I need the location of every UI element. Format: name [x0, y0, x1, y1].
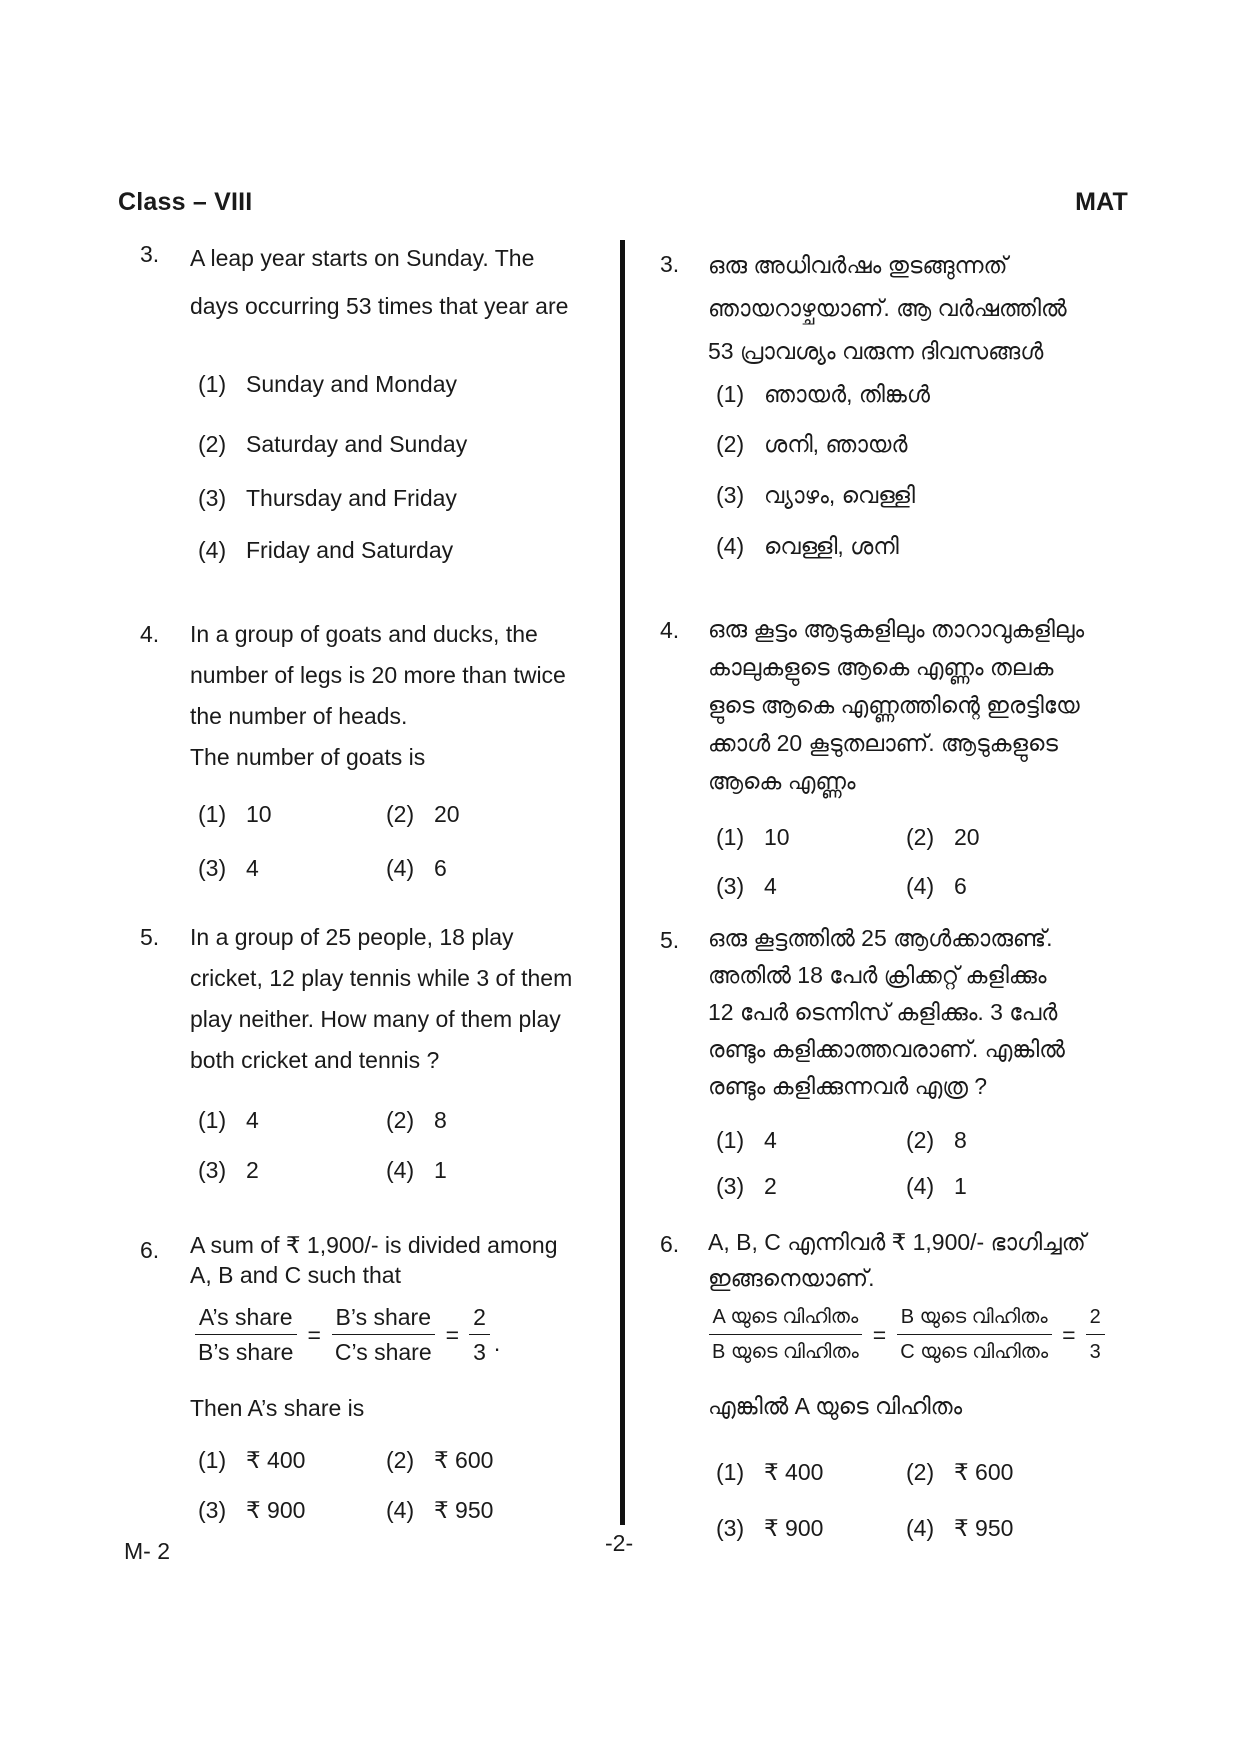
- question-line: A leap year starts on Sunday. The: [190, 245, 535, 271]
- question-line: A sum of ₹ 1,900/- is divided among: [190, 1232, 558, 1258]
- question-line: ആകെ എണ്ണം: [708, 768, 856, 794]
- option-4: (4) ₹ 950: [386, 1497, 494, 1523]
- question-text: [190, 1230, 590, 1290]
- option-2: (2) 20: [386, 801, 460, 827]
- option-4: (4) 6: [906, 873, 967, 899]
- question-line: ഒരു കൂട്ടത്തിൽ 25 ആൾക്കാരുണ്ട്.: [708, 925, 1053, 951]
- option-1: (1) ₹ 400: [198, 1447, 306, 1473]
- question-line: ഞായറാഴ്ചയാണ്. ആ വർഷത്തിൽ: [708, 295, 1067, 321]
- page-number: -2-: [605, 1530, 634, 1556]
- question-line: ഇങ്ങനെയാണ്.: [708, 1265, 875, 1291]
- option-2: (2) Saturday and Sunday: [198, 431, 468, 457]
- question-text: [708, 1224, 1125, 1296]
- question-number: 5.: [660, 927, 680, 953]
- question-line: A, B, C എന്നിവർ ₹ 1,900/- ഭാഗിച്ചത്: [708, 1229, 1086, 1255]
- question-line: കാലുകളുടെ ആകെ എണ്ണം തലക: [708, 654, 1054, 680]
- option-4: (4) ₹ 950: [906, 1515, 1014, 1541]
- question-line: both cricket and tennis ?: [190, 1047, 440, 1073]
- question-line: In a group of 25 people, 18 play: [190, 924, 514, 950]
- option-1: (1) ₹ 400: [716, 1459, 824, 1485]
- option-4: (4) വെള്ളി, ശനി: [716, 533, 899, 559]
- option-3: (3) Thursday and Friday: [198, 485, 457, 511]
- question-number: 6.: [660, 1231, 680, 1257]
- question-line: ക്കാൾ 20 കൂടുതലാണ്. ആടുകളുടെ: [708, 730, 1058, 756]
- question-line: ഒരു അധിവർഷം തുടങ്ങുന്നത്: [708, 252, 1008, 278]
- class-label: Class – VIII: [118, 188, 253, 216]
- question-text: [708, 610, 1125, 800]
- booklet-code: M- 2: [124, 1538, 170, 1564]
- option-4: (4) 6: [386, 855, 447, 881]
- question-text: [190, 614, 590, 778]
- option-3: (3) 2: [716, 1173, 777, 1199]
- option-3: (3) 4: [716, 873, 777, 899]
- question-text: [190, 234, 590, 330]
- option-2: (2) ₹ 600: [386, 1447, 494, 1473]
- option-2: (2) 8: [386, 1107, 447, 1133]
- question-followup: എങ്കിൽ A യുടെ വിഹിതം: [708, 1393, 963, 1419]
- option-1: (1) ഞായർ, തിങ്കൾ: [716, 381, 930, 407]
- option-1: (1) 4: [198, 1107, 259, 1133]
- question-line: ഒരു കൂട്ടം ആടുകളിലും താറാവുകളിലും: [708, 616, 1085, 642]
- question-text: [708, 244, 1125, 373]
- option-2: (2) 8: [906, 1127, 967, 1153]
- question-line: In a group of goats and ducks, the: [190, 621, 538, 647]
- question-number: 4.: [140, 621, 160, 647]
- question-number: 3.: [140, 241, 160, 267]
- question-line: 53 പ്രാവശ്യം വരുന്ന ദിവസങ്ങൾ: [708, 338, 1044, 364]
- question-line: days occurring 53 times that year are: [190, 293, 569, 319]
- question-line: ളുടെ ആകെ എണ്ണത്തിന്റെ ഇരട്ടിയേ: [708, 692, 1080, 718]
- question-line: cricket, 12 play tennis while 3 of them: [190, 965, 573, 991]
- question-number: 3.: [660, 251, 680, 277]
- question-number: 5.: [140, 924, 160, 950]
- option-3: (3) ₹ 900: [198, 1497, 306, 1523]
- option-1: (1) 10: [716, 824, 790, 850]
- option-2: (2) 20: [906, 824, 980, 850]
- question-line: രണ്ടും കളിക്കുന്നവർ എത്ര ?: [708, 1073, 988, 1099]
- subject-label: MAT: [1075, 188, 1128, 216]
- question-number: 6.: [140, 1237, 160, 1263]
- option-2: (2) ശനി, ഞായർ: [716, 431, 908, 457]
- option-4: (4) 1: [906, 1173, 967, 1199]
- question-number: 4.: [660, 617, 680, 643]
- option-4: (4) Friday and Saturday: [198, 537, 454, 563]
- question-line: A, B and C such that: [190, 1262, 401, 1288]
- question-line: 12 പേർ ടെന്നിസ് കളിക്കും. 3 പേർ: [708, 999, 1058, 1025]
- option-4: (4) 1: [386, 1157, 447, 1183]
- question-line: രണ്ടും കളിക്കാത്തവരാണ്. എങ്കിൽ: [708, 1036, 1065, 1062]
- option-1: (1) Sunday and Monday: [198, 371, 457, 397]
- share-ratio-fraction: $\frac{\text{A യുടെ വിഹിതം}}{\text{B യുടെ വിഹിതം}}$ = $\frac{\text{B യുടെ വിഹിതം}}{\text{C യുടെ വിഹിതം}}$ = $\frac{2}{3}$: [704, 1300, 1109, 1369]
- option-3: (3) വ്യാഴം, വെള്ളി: [716, 482, 915, 508]
- option-3: (3) ₹ 900: [716, 1515, 824, 1541]
- question-text: [708, 920, 1125, 1105]
- option-1: (1) 10: [198, 801, 272, 827]
- question-line: അതിൽ 18 പേർ ക്രിക്കറ്റ് കളിക്കും: [708, 962, 1047, 988]
- option-3: (3) 2: [198, 1157, 259, 1183]
- column-divider: [620, 240, 625, 1525]
- option-3: (3) 4: [198, 855, 259, 881]
- option-2: (2) ₹ 600: [906, 1459, 1014, 1485]
- question-followup: Then A’s share is: [190, 1395, 365, 1421]
- share-ratio-fraction: $\frac{\text{A’s share}}{\text{B’s share}}$ = $\frac{\text{B’s share}}{\text{C’s share}}$ = $\frac{2}{3}$ .: [190, 1300, 500, 1369]
- question-text: [190, 917, 590, 1081]
- question-line: play neither. How many of them play: [190, 1006, 561, 1032]
- question-line: number of legs is 20 more than twice: [190, 662, 566, 688]
- option-1: (1) 4: [716, 1127, 777, 1153]
- question-line: the number of heads.: [190, 703, 408, 729]
- question-line: The number of goats is: [190, 744, 426, 770]
